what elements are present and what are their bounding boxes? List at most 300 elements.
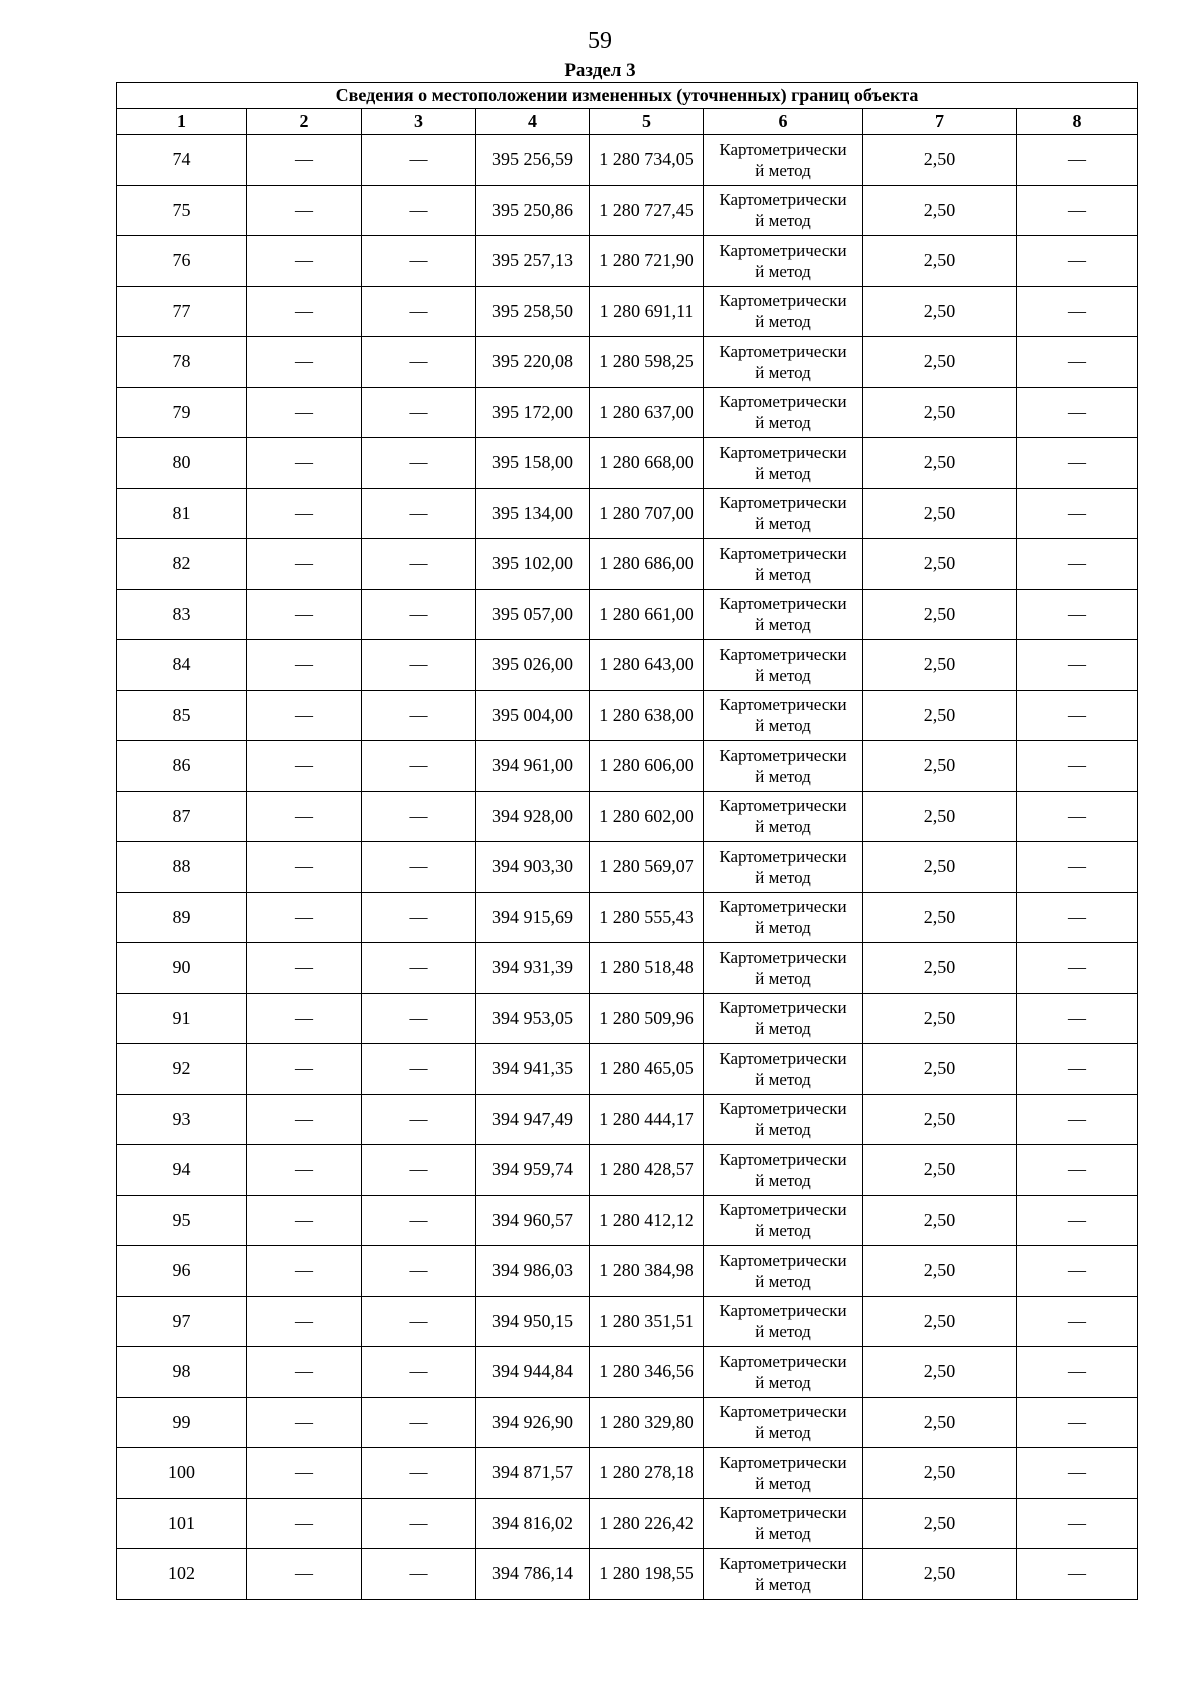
point-number-cell: 95: [117, 1195, 247, 1246]
table-row: [117, 387, 1138, 438]
table-row: [117, 1549, 1138, 1600]
method-line-2: й метод: [755, 1271, 811, 1291]
point-number-cell: 75: [117, 185, 247, 236]
column-2-cell: —: [247, 993, 362, 1044]
column-number-6: 6: [704, 109, 863, 135]
method-line-1: Картометрически: [719, 1250, 847, 1270]
column-8-cell: —: [1017, 185, 1138, 236]
y-coordinate-cell: 1 280 278,18: [590, 1448, 704, 1499]
table-row: [117, 1296, 1138, 1347]
method-line-1: Картометрически: [719, 1301, 847, 1321]
y-coordinate-cell: 1 280 509,96: [590, 993, 704, 1044]
accuracy-cell: 2,50: [863, 640, 1017, 691]
x-coordinate-cell: 395 250,86: [476, 185, 590, 236]
column-8-cell: —: [1017, 236, 1138, 287]
y-coordinate-cell: 1 280 638,00: [590, 690, 704, 741]
method-line-2: й метод: [755, 1524, 811, 1544]
column-3-cell: —: [362, 185, 476, 236]
column-8-cell: —: [1017, 1145, 1138, 1196]
method-cell: [704, 1195, 863, 1246]
column-8-cell: —: [1017, 337, 1138, 388]
method-cell: [704, 488, 863, 539]
method-line-2: й метод: [755, 413, 811, 433]
column-number-1: 1: [117, 109, 247, 135]
column-2-cell: —: [247, 1145, 362, 1196]
table-row: [117, 1145, 1138, 1196]
method-cell: [704, 1044, 863, 1095]
y-coordinate-cell: 1 280 727,45: [590, 185, 704, 236]
accuracy-cell: 2,50: [863, 1448, 1017, 1499]
method-line-1: Картометрически: [719, 846, 847, 866]
y-coordinate-cell: 1 280 412,12: [590, 1195, 704, 1246]
point-number-cell: 100: [117, 1448, 247, 1499]
point-number-cell: 81: [117, 488, 247, 539]
column-8-cell: —: [1017, 488, 1138, 539]
column-2-cell: —: [247, 791, 362, 842]
method-line-2: й метод: [755, 766, 811, 786]
point-number-cell: 94: [117, 1145, 247, 1196]
method-line-1: Картометрически: [719, 139, 847, 159]
y-coordinate-cell: 1 280 734,05: [590, 135, 704, 186]
point-number-cell: 102: [117, 1549, 247, 1600]
point-number-cell: 77: [117, 286, 247, 337]
table-row: [117, 1448, 1138, 1499]
method-cell: [704, 1397, 863, 1448]
page-number: 59: [588, 28, 612, 54]
column-number-2: 2: [247, 109, 362, 135]
method-line-2: й метод: [755, 1069, 811, 1089]
method-line-1: Картометрически: [719, 1452, 847, 1472]
method-line-1: Картометрически: [719, 291, 847, 311]
column-3-cell: —: [362, 640, 476, 691]
x-coordinate-cell: 395 057,00: [476, 589, 590, 640]
table-row: [117, 286, 1138, 337]
accuracy-cell: 2,50: [863, 1145, 1017, 1196]
accuracy-cell: 2,50: [863, 1246, 1017, 1297]
x-coordinate-cell: 394 961,00: [476, 741, 590, 792]
x-coordinate-cell: 394 947,49: [476, 1094, 590, 1145]
column-2-cell: —: [247, 943, 362, 994]
y-coordinate-cell: 1 280 691,11: [590, 286, 704, 337]
method-cell: [704, 791, 863, 842]
column-8-cell: —: [1017, 539, 1138, 590]
x-coordinate-cell: 394 928,00: [476, 791, 590, 842]
accuracy-cell: 2,50: [863, 1094, 1017, 1145]
method-line-1: Картометрически: [719, 1553, 847, 1573]
accuracy-cell: 2,50: [863, 842, 1017, 893]
accuracy-cell: 2,50: [863, 1044, 1017, 1095]
accuracy-cell: 2,50: [863, 1549, 1017, 1600]
accuracy-cell: 2,50: [863, 741, 1017, 792]
column-number-4: 4: [476, 109, 590, 135]
column-3-cell: —: [362, 488, 476, 539]
column-3-cell: —: [362, 1094, 476, 1145]
point-number-cell: 76: [117, 236, 247, 287]
column-8-cell: —: [1017, 741, 1138, 792]
accuracy-cell: 2,50: [863, 892, 1017, 943]
table-row: [117, 1094, 1138, 1145]
method-cell: [704, 1448, 863, 1499]
accuracy-cell: 2,50: [863, 135, 1017, 186]
column-2-cell: —: [247, 589, 362, 640]
method-line-1: Картометрически: [719, 998, 847, 1018]
point-number-cell: 84: [117, 640, 247, 691]
column-3-cell: —: [362, 1044, 476, 1095]
method-line-2: й метод: [755, 1120, 811, 1140]
accuracy-cell: 2,50: [863, 539, 1017, 590]
method-line-2: й метод: [755, 1473, 811, 1493]
method-line-2: й метод: [755, 867, 811, 887]
method-line-2: й метод: [755, 312, 811, 332]
method-cell: [704, 1296, 863, 1347]
method-cell: [704, 286, 863, 337]
column-2-cell: —: [247, 539, 362, 590]
method-line-1: Картометрически: [719, 1048, 847, 1068]
column-3-cell: —: [362, 387, 476, 438]
method-cell: [704, 842, 863, 893]
table-row: [117, 337, 1138, 388]
y-coordinate-cell: 1 280 668,00: [590, 438, 704, 489]
column-8-cell: —: [1017, 993, 1138, 1044]
method-line-2: й метод: [755, 1221, 811, 1241]
method-cell: [704, 185, 863, 236]
column-2-cell: —: [247, 438, 362, 489]
method-cell: [704, 236, 863, 287]
method-line-2: й метод: [755, 1423, 811, 1443]
method-line-2: й метод: [755, 1170, 811, 1190]
column-3-cell: —: [362, 842, 476, 893]
y-coordinate-cell: 1 280 384,98: [590, 1246, 704, 1297]
column-8-cell: —: [1017, 690, 1138, 741]
point-number-cell: 90: [117, 943, 247, 994]
point-number-cell: 91: [117, 993, 247, 1044]
y-coordinate-cell: 1 280 637,00: [590, 387, 704, 438]
accuracy-cell: 2,50: [863, 438, 1017, 489]
x-coordinate-cell: 394 950,15: [476, 1296, 590, 1347]
column-8-cell: —: [1017, 589, 1138, 640]
method-line-1: Картометрически: [719, 745, 847, 765]
point-number-cell: 96: [117, 1246, 247, 1297]
column-3-cell: —: [362, 892, 476, 943]
table-row: [117, 791, 1138, 842]
table-row: [117, 1246, 1138, 1297]
table-row: [117, 185, 1138, 236]
method-line-1: Картометрически: [719, 543, 847, 563]
column-3-cell: —: [362, 1246, 476, 1297]
column-3-cell: —: [362, 589, 476, 640]
method-line-1: Картометрически: [719, 796, 847, 816]
table-row: [117, 1397, 1138, 1448]
method-line-1: Картометрически: [719, 190, 847, 210]
point-number-cell: 83: [117, 589, 247, 640]
column-8-cell: —: [1017, 387, 1138, 438]
column-2-cell: —: [247, 1246, 362, 1297]
x-coordinate-cell: 394 960,57: [476, 1195, 590, 1246]
column-2-cell: —: [247, 640, 362, 691]
x-coordinate-cell: 394 926,90: [476, 1397, 590, 1448]
method-line-1: Картометрически: [719, 442, 847, 462]
method-cell: [704, 1145, 863, 1196]
method-line-2: й метод: [755, 564, 811, 584]
method-cell: [704, 993, 863, 1044]
accuracy-cell: 2,50: [863, 943, 1017, 994]
table-row: [117, 741, 1138, 792]
column-8-cell: —: [1017, 892, 1138, 943]
point-number-cell: 97: [117, 1296, 247, 1347]
column-8-cell: —: [1017, 1498, 1138, 1549]
method-line-1: Картометрически: [719, 1351, 847, 1371]
column-3-cell: —: [362, 1498, 476, 1549]
column-8-cell: —: [1017, 1246, 1138, 1297]
accuracy-cell: 2,50: [863, 1347, 1017, 1398]
x-coordinate-cell: 394 986,03: [476, 1246, 590, 1297]
method-line-1: Картометрически: [719, 1099, 847, 1119]
x-coordinate-cell: 394 931,39: [476, 943, 590, 994]
table-row: [117, 488, 1138, 539]
column-2-cell: —: [247, 1296, 362, 1347]
column-3-cell: —: [362, 791, 476, 842]
column-8-cell: —: [1017, 1044, 1138, 1095]
table-row: [117, 236, 1138, 287]
table-row: [117, 1195, 1138, 1246]
method-cell: [704, 387, 863, 438]
table-row: [117, 539, 1138, 590]
point-number-cell: 88: [117, 842, 247, 893]
column-2-cell: —: [247, 690, 362, 741]
method-line-2: й метод: [755, 160, 811, 180]
point-number-cell: 78: [117, 337, 247, 388]
column-3-cell: —: [362, 1549, 476, 1600]
column-3-cell: —: [362, 286, 476, 337]
column-3-cell: —: [362, 438, 476, 489]
column-3-cell: —: [362, 690, 476, 741]
column-2-cell: —: [247, 1195, 362, 1246]
column-8-cell: —: [1017, 1549, 1138, 1600]
column-8-cell: —: [1017, 438, 1138, 489]
column-2-cell: —: [247, 892, 362, 943]
method-cell: [704, 741, 863, 792]
table-caption-row: [117, 83, 1138, 109]
column-2-cell: —: [247, 1094, 362, 1145]
accuracy-cell: 2,50: [863, 1397, 1017, 1448]
x-coordinate-cell: 394 903,30: [476, 842, 590, 893]
point-number-cell: 89: [117, 892, 247, 943]
y-coordinate-cell: 1 280 226,42: [590, 1498, 704, 1549]
point-number-cell: 74: [117, 135, 247, 186]
y-coordinate-cell: 1 280 465,05: [590, 1044, 704, 1095]
x-coordinate-cell: 394 816,02: [476, 1498, 590, 1549]
column-3-cell: —: [362, 943, 476, 994]
method-line-1: Картометрически: [719, 1149, 847, 1169]
column-2-cell: —: [247, 842, 362, 893]
column-3-cell: —: [362, 741, 476, 792]
accuracy-cell: 2,50: [863, 337, 1017, 388]
method-line-2: й метод: [755, 211, 811, 231]
y-coordinate-cell: 1 280 329,80: [590, 1397, 704, 1448]
column-8-cell: —: [1017, 791, 1138, 842]
column-3-cell: —: [362, 1296, 476, 1347]
x-coordinate-cell: 394 944,84: [476, 1347, 590, 1398]
column-8-cell: —: [1017, 135, 1138, 186]
x-coordinate-cell: 395 256,59: [476, 135, 590, 186]
accuracy-cell: 2,50: [863, 993, 1017, 1044]
x-coordinate-cell: 394 871,57: [476, 1448, 590, 1499]
column-number-8: 8: [1017, 109, 1138, 135]
column-3-cell: —: [362, 135, 476, 186]
x-coordinate-cell: 394 953,05: [476, 993, 590, 1044]
table-row: [117, 690, 1138, 741]
column-2-cell: —: [247, 1044, 362, 1095]
accuracy-cell: 2,50: [863, 791, 1017, 842]
table-row: [117, 135, 1138, 186]
x-coordinate-cell: 395 026,00: [476, 640, 590, 691]
column-8-cell: —: [1017, 640, 1138, 691]
y-coordinate-cell: 1 280 518,48: [590, 943, 704, 994]
table-row: [117, 589, 1138, 640]
method-line-2: й метод: [755, 514, 811, 534]
column-2-cell: —: [247, 1549, 362, 1600]
y-coordinate-cell: 1 280 721,90: [590, 236, 704, 287]
accuracy-cell: 2,50: [863, 1498, 1017, 1549]
method-line-1: Картометрически: [719, 594, 847, 614]
method-cell: [704, 1498, 863, 1549]
method-line-2: й метод: [755, 615, 811, 635]
table-row: [117, 1498, 1138, 1549]
method-line-2: й метод: [755, 968, 811, 988]
accuracy-cell: 2,50: [863, 185, 1017, 236]
accuracy-cell: 2,50: [863, 1296, 1017, 1347]
method-cell: [704, 438, 863, 489]
x-coordinate-cell: 395 158,00: [476, 438, 590, 489]
accuracy-cell: 2,50: [863, 690, 1017, 741]
method-cell: [704, 589, 863, 640]
method-cell: [704, 690, 863, 741]
y-coordinate-cell: 1 280 198,55: [590, 1549, 704, 1600]
column-3-cell: —: [362, 539, 476, 590]
column-3-cell: —: [362, 337, 476, 388]
point-number-cell: 92: [117, 1044, 247, 1095]
column-number-5: 5: [590, 109, 704, 135]
column-8-cell: —: [1017, 1347, 1138, 1398]
y-coordinate-cell: 1 280 602,00: [590, 791, 704, 842]
column-2-cell: —: [247, 1397, 362, 1448]
point-number-cell: 87: [117, 791, 247, 842]
column-number-3: 3: [362, 109, 476, 135]
x-coordinate-cell: 395 258,50: [476, 286, 590, 337]
column-2-cell: —: [247, 337, 362, 388]
method-cell: [704, 1549, 863, 1600]
point-number-cell: 93: [117, 1094, 247, 1145]
method-line-2: й метод: [755, 362, 811, 382]
table-row: [117, 1347, 1138, 1398]
method-line-2: й метод: [755, 1574, 811, 1594]
column-number-row: [117, 109, 1138, 135]
x-coordinate-cell: 395 102,00: [476, 539, 590, 590]
method-line-2: й метод: [755, 665, 811, 685]
method-cell: [704, 337, 863, 388]
method-line-1: Картометрически: [719, 695, 847, 715]
accuracy-cell: 2,50: [863, 1195, 1017, 1246]
column-8-cell: —: [1017, 943, 1138, 994]
column-8-cell: —: [1017, 1296, 1138, 1347]
method-line-2: й метод: [755, 918, 811, 938]
column-3-cell: —: [362, 236, 476, 287]
section-title: Раздел 3: [564, 60, 636, 81]
x-coordinate-cell: 394 959,74: [476, 1145, 590, 1196]
accuracy-cell: 2,50: [863, 488, 1017, 539]
method-line-1: Картометрически: [719, 947, 847, 967]
method-cell: [704, 1347, 863, 1398]
x-coordinate-cell: 394 786,14: [476, 1549, 590, 1600]
table-row: [117, 993, 1138, 1044]
y-coordinate-cell: 1 280 555,43: [590, 892, 704, 943]
method-cell: [704, 539, 863, 590]
column-8-cell: —: [1017, 1397, 1138, 1448]
method-line-1: Картометрически: [719, 897, 847, 917]
column-number-7: 7: [863, 109, 1017, 135]
method-line-2: й метод: [755, 463, 811, 483]
accuracy-cell: 2,50: [863, 387, 1017, 438]
point-number-cell: 101: [117, 1498, 247, 1549]
column-2-cell: —: [247, 1448, 362, 1499]
column-2-cell: —: [247, 741, 362, 792]
x-coordinate-cell: 395 220,08: [476, 337, 590, 388]
column-2-cell: —: [247, 185, 362, 236]
method-line-1: Картометрически: [719, 240, 847, 260]
method-line-1: Картометрически: [719, 493, 847, 513]
column-2-cell: —: [247, 1347, 362, 1398]
method-line-2: й метод: [755, 1019, 811, 1039]
method-cell: [704, 943, 863, 994]
column-3-cell: —: [362, 1347, 476, 1398]
method-line-2: й метод: [755, 716, 811, 736]
x-coordinate-cell: 394 915,69: [476, 892, 590, 943]
accuracy-cell: 2,50: [863, 236, 1017, 287]
table-row: [117, 438, 1138, 489]
y-coordinate-cell: 1 280 707,00: [590, 488, 704, 539]
column-2-cell: —: [247, 135, 362, 186]
column-8-cell: —: [1017, 1094, 1138, 1145]
column-8-cell: —: [1017, 1448, 1138, 1499]
point-number-cell: 85: [117, 690, 247, 741]
column-3-cell: —: [362, 993, 476, 1044]
table-caption: Сведения о местоположении измененных (уточненных) границ объекта: [117, 83, 1138, 109]
point-number-cell: 82: [117, 539, 247, 590]
y-coordinate-cell: 1 280 686,00: [590, 539, 704, 590]
column-8-cell: —: [1017, 1195, 1138, 1246]
point-number-cell: 86: [117, 741, 247, 792]
column-2-cell: —: [247, 286, 362, 337]
point-number-cell: 80: [117, 438, 247, 489]
x-coordinate-cell: 395 004,00: [476, 690, 590, 741]
boundary-coordinates-table: [116, 82, 1138, 1600]
method-line-2: й метод: [755, 817, 811, 837]
y-coordinate-cell: 1 280 444,17: [590, 1094, 704, 1145]
column-3-cell: —: [362, 1195, 476, 1246]
point-number-cell: 79: [117, 387, 247, 438]
y-coordinate-cell: 1 280 606,00: [590, 741, 704, 792]
table-row: [117, 943, 1138, 994]
column-8-cell: —: [1017, 842, 1138, 893]
method-cell: [704, 1094, 863, 1145]
column-8-cell: —: [1017, 286, 1138, 337]
column-2-cell: —: [247, 1498, 362, 1549]
column-2-cell: —: [247, 387, 362, 438]
y-coordinate-cell: 1 280 661,00: [590, 589, 704, 640]
method-line-1: Картометрически: [719, 644, 847, 664]
column-3-cell: —: [362, 1397, 476, 1448]
y-coordinate-cell: 1 280 346,56: [590, 1347, 704, 1398]
